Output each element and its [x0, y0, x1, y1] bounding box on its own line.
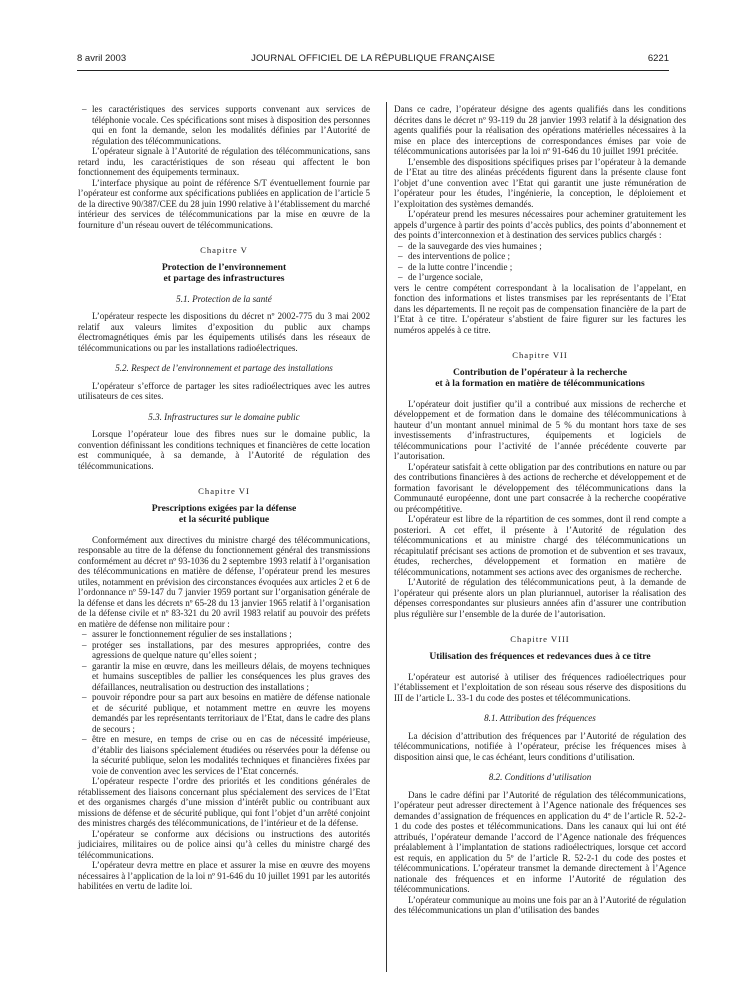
chapter-title [78, 262, 370, 284]
page-header [77, 53, 669, 69]
bullet-list [78, 629, 370, 776]
header-date: 8 avril 2003 [77, 53, 127, 64]
paragraph: L’opérateur respecte les dispositions du décret nº 2002-775 du 3 mai 2002 relatif aux valeurs limites d’exposition du public aux champs électromagnétiques émis par les équipements utilisés dans les réseaux de télécommunications ou par les installations radioélectriques. [78, 311, 370, 353]
paragraph: L’opérateur doit justifier qu’il a contribué aux missions de recherche et développement et de formation dans le domaine des télécommunications à hauteur d’un montant annuel minimal de 5 % du montant hors taxe de ses investissements d’infrastructures, équipements et logiciels de télécommunications pour l’activité de l’année précédente couverte par l’autorisation. [394, 398, 686, 461]
chapter-label: Chapitre V [200, 245, 248, 255]
chapter-title-line: Contribution de l’opérateur à la recherche [453, 366, 627, 378]
chapter-title-line: et la sécurité publique [178, 513, 270, 525]
chapter-title: Utilisation des fréquences et redevances dues à ce titre [429, 650, 651, 662]
paragraph: L’interface physique au point de référence S/T éventuellement fournie par l’opérateur est conforme aux spécifications publiées en application de l’article 5 de la directive 90/387/CEE du 28 juin 1990 relative à l’établissement du marché intérieur des services de télécommunications par la mise en œuvre de la fourniture d’un réseau ouvert de télécommunications. [78, 177, 370, 230]
section-title: 5.3. Infrastructures sur le domaine public [148, 411, 300, 422]
paragraph: La décision d’attribution des fréquences par l’Autorité de régulation des télécommunications, notifiée à l’opérateur, précise les fréquences mises à disposition ainsi que, le cas échéant, leurs conditions d’utilisation. [394, 730, 686, 762]
right-column [394, 104, 686, 916]
chapter-title-line: Protection de l’environnement [161, 261, 287, 273]
list-item: – des interventions de police ; [398, 251, 686, 262]
left-column [78, 104, 370, 892]
paragraph: L’opérateur signale à l’Autorité de régulation des télécommunications, sans retard indu, les caractéristiques de son réseau qui affectent le bon fonctionnement des équipements terminaux. [78, 146, 370, 177]
bullet-list [394, 241, 686, 283]
paragraph: L’opérateur satisfait à cette obligation par des contributions en nature ou par des contributions financières à des actions de recherche et développement et de formation favorisant le développement des télécommunications dans la Communauté européenne, dont une part consacrée à la recherche coopérative ou précompétitive. [394, 461, 686, 514]
paragraph: L’ensemble des dispositions spécifiques prises par l’opérateur à la demande de l’Etat au titre des alinéas précédents figurent dans la présente clause font l’objet d’une convention avec l’Etat qui garantit une juste rémunération de l’opérateur pour les études, l’ingénierie, la conception, le déploiement et l’exploitation des systèmes demandés. [394, 156, 686, 209]
list-item: – assurer le fonctionnement régulier de ses installations ; [82, 629, 370, 640]
list-item: – protéger ses installations, par des mesures appropriées, contre des agressions de quelque nature qu’elles soient ; [82, 640, 370, 661]
list-item: – être en mesure, en temps de crise ou en cas de nécessité impérieuse, d’établir des liaisons spécialement étudiées ou réservées pour la défense ou la sécurité publique, selon les modalités techniques et financières fixées par voie de convention avec les services de l’Etat concernés. [82, 734, 370, 776]
section-title: 8.1. Attribution des fréquences [484, 713, 596, 723]
paragraph: L’Autorité de régulation des télécommunications peut, à la demande de l’opérateur qui présente alors un plan pluriannuel, autoriser la réalisation des dépenses correspondantes sur plusieurs années afin d’assurer une contribution plus régulière sur l’ensemble de la durée de l’autorisation. [394, 577, 686, 619]
paragraph: vers le centre compétent correspondant à la localisation de l’appelant, en fonction des informations et listes transmises par les représentants de l’Etat dans les départements. Il ne reçoit pas de compensation financière de la part de l’Etat à ce titre. L’opérateur s’abstient de faire figurer sur les factures les numéros appelés à ce titre. [394, 282, 686, 335]
section-title: 5.1. Protection de la santé [176, 293, 272, 304]
column-divider [386, 102, 387, 972]
paragraph: Conformément aux directives du ministre chargé des télécommunications, responsable au titre de la défense du fonctionnement général des transmissions conformément au décret nº 93-1036 du 2 septembre 1993 relatif à l’organisation des télécommunications en matière de défense, l’opérateur prend les mesures utiles, notamment en prévision des circonstances évoquées aux articles 2 et 6 de l’ordonnance nº 59-147 du 7 janvier 1959 portant sur l’organisation générale de la défense et dans les décrets nº 65-28 du 13 janvier 1965 relatif à l’organisation de la défense civile et nº 83-321 du 20 avril 1983 relatif au pouvoir des préfets en matière de défense non militaire pour : [78, 534, 370, 629]
paragraph: Dans ce cadre, l’opérateur désigne des agents qualifiés dans les conditions décrites dans le décret nº 93-119 du 28 janvier 1993 relatif à la désignation des agents qualifiés pour la réalisation des opérations matérielles nécessaires à la mise en place des interceptions de correspondances émises par voie de télécommunications autorisées par la loi nº 91-646 du 10 juillet 1991 précitée. [394, 104, 686, 156]
paragraph: Dans le cadre défini par l’Autorité de régulation des télécommunications, l’opérateur peut adresser directement à l’Agence nationale des fréquences ses demandes d’assignation de fréquences en application du 4º de l’article R. 52-2-1 du code des postes et télécommunications. Dans les canaux qui lui ont été attribués, l’opérateur demande l’accord de l’Agence nationale des fréquences préalablement à l’implantation de stations radioélectriques, lorsque cet accord est requis, en application du 5º de l’article R. 52-2-1 du code des postes et télécommunications. L’opérateur transmet la demande directement à l’Agence nationale des fréquences et en informe l’Autorité de régulation des télécommunications. [394, 789, 686, 894]
list-item: – garantir la mise en œuvre, dans les meilleurs délais, de moyens techniques et humains susceptibles de pallier les conséquences les plus graves des défaillances, neutralisation ou destruction des installations ; [82, 661, 370, 693]
list-item: – de la lutte contre l’incendie ; [398, 262, 686, 273]
list-item: – pouvoir répondre pour sa part aux besoins en matière de défense nationale et de sécurité publique, et notamment mettre en œuvre les moyens demandés par les représentants territoriaux de l’Etat, dans le cadre des plans de secours ; [82, 692, 370, 734]
chapter-title [78, 503, 370, 525]
bullet-list [78, 104, 370, 146]
paragraph: L’opérateur est libre de la répartition de ces sommes, dont il rend compte a posteriori. A cet effet, il présente à l’Autorité de régulation des télécommunications et au ministre chargé des télécommunications un récapitulatif précisant ses actions de promotion et de subvention et ses travaux, études, recherches, développement et formation en matière de télécommunications, notamment ses actions avec des organismes de recherche. [394, 514, 686, 577]
paragraph: L’opérateur devra mettre en place et assurer la mise en œuvre des moyens nécessaires à l’application de la loi nº 91-646 du 10 juillet 1991 par les autorités habilitées en vertu de ladite loi. [78, 860, 370, 891]
paragraph: L’opérateur communique au moins une fois par an à l’Autorité de régulation des télécommunications un plan d’utilisation des bandes [394, 894, 686, 915]
section-title: 8.2. Conditions d’utilisation [488, 772, 592, 782]
chapter-title-line: et partage des infrastructures [163, 272, 285, 284]
chapter-label: Chapitre VIII [510, 634, 570, 644]
list-item: – de l’urgence sociale, [398, 272, 686, 283]
chapter-label: Chapitre VI [198, 486, 250, 496]
chapter-title [394, 367, 686, 389]
paragraph: Lorsque l’opérateur loue des fibres nues sur le domaine public, la convention définissant les conditions techniques et financières de cette location est communiquée, à sa demande, à l’Autorité de régulation des télécommunications. [78, 429, 370, 471]
chapter-label: Chapitre VII [512, 350, 568, 360]
paragraph: L’opérateur prend les mesures nécessaires pour acheminer gratuitement les appels d’urgence à partir des points d’accès publics, des points d’abonnement et des points d’interconnexion et à destination des services publics chargés : [394, 209, 686, 240]
section-title: 5.2. Respect de l’environnement et partage des installations [115, 363, 333, 373]
paragraph: L’opérateur respecte l’ordre des priorités et les conditions générales de rétablissement des liaisons concernant plus spécialement des services de l’Etat et des organismes chargés d’une mission d’intérêt public ou contribuant aux missions de défense et de sécurité publique, qui font l’objet d’un arrêté conjoint des ministres chargés des télécommunications, de l’intérieur et de la défense. [78, 776, 370, 828]
list-item: – les caractéristiques des services supports convenant aux services de téléphonie vocale. Ces spécifications sont mises à disposition des personnes qui en font la demande, selon les modalités définies par l’Autorité de régulation des télécommunications. [82, 104, 370, 146]
paragraph: L’opérateur est autorisé à utiliser des fréquences radioélectriques pour l’établissement et l’exploitation de son réseau sous réserve des dispositions du III de l’article L. 33-1 du code des postes et télécommunications. [394, 671, 686, 703]
chapter-title-line: et à la formation en matière de télécommunications [435, 377, 645, 389]
header-page-number: 6221 [647, 53, 669, 64]
paragraph: L’opérateur se conforme aux décisions ou instructions des autorités judiciaires, militaires ou de police ainsi qu’à celles du ministre chargé des télécommunications. [78, 828, 370, 860]
list-item: – de la sauvegarde des vies humaines ; [398, 241, 686, 252]
header-rule [77, 70, 669, 71]
paragraph: L’opérateur s’efforce de partager les sites radioélectriques avec les autres utilisateurs de ces sites. [78, 380, 370, 401]
chapter-title-line: Prescriptions exigées par la défense [151, 502, 297, 514]
header-journal-title: JOURNAL OFFICIEL DE LA RÉPUBLIQUE FRANÇAISE [251, 53, 495, 64]
